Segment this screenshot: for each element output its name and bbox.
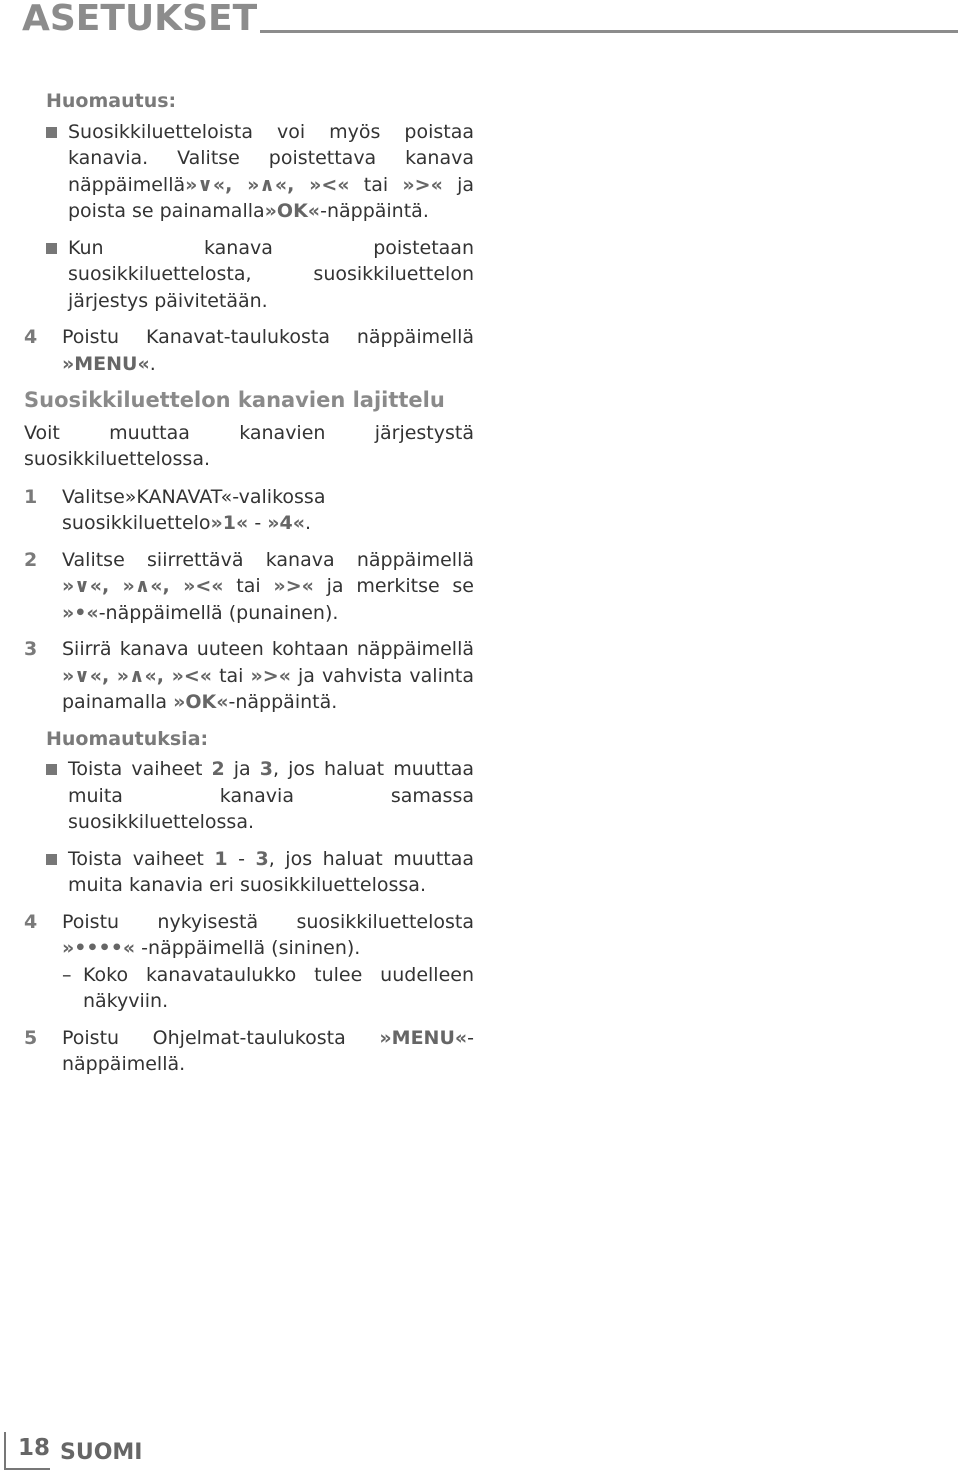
- key-blue-dots: »••••«: [62, 937, 136, 959]
- note-bullet-delete: Suosikkiluetteloista voi myös poistaa kanavia. Valitse poistettava kanava näppäimellä»∨«, »∧«, »<« tai »>« ja poista se painamalla»OK«-näppäintä.: [24, 119, 474, 225]
- note-title: Huomautus:: [46, 90, 177, 112]
- notes-title: Huomautuksia:: [46, 727, 209, 750]
- key-down: »∨«,: [185, 173, 248, 196]
- key-menu: »MENU«: [379, 1026, 468, 1049]
- step-5: 5 Poistu Ohjelmat-taulukosta »MENU«-näppäimellä.: [24, 1026, 475, 1075]
- step-number: 4: [24, 326, 38, 348]
- step-2: 2 Valitse siirrettävä kanava näppäimellä »∨«, »∧«, »<« tai »>« ja merkitse se »•«-näppäimellä (punainen).: [24, 548, 474, 624]
- step-3: 3 Siirrä kanava uuteen kohtaan näppäimellä »∨«, »∧«, »<« tai »>« ja vahvista valinta painamalla »OK«-näppäintä.: [24, 638, 474, 713]
- header-title: ASETUKSET: [22, 0, 258, 39]
- footer-language: SUOMI: [60, 1440, 143, 1465]
- key-ok: »OK«: [173, 691, 229, 713]
- key-red-dot: »•«: [62, 601, 99, 624]
- main-content: [24, 88, 474, 1088]
- key-up: »∧«,: [122, 575, 184, 597]
- page-number: 18: [18, 1435, 51, 1461]
- section-intro: Voit muuttaa kanavien järjestystä suosikkiluettelossa.: [24, 421, 474, 470]
- dash-marker: –: [62, 963, 72, 986]
- key-left: »<«: [183, 575, 224, 597]
- key-1: »1«: [210, 512, 249, 534]
- step-number: 3: [24, 638, 38, 660]
- step-number: 1: [24, 485, 38, 508]
- key-left: »<«: [171, 664, 213, 687]
- header-rule: [260, 30, 958, 33]
- key-up: »∧«,: [247, 173, 310, 196]
- key-right: »>«: [273, 575, 314, 597]
- section-heading: Suosikkiluettelon kanavien lajittelu: [24, 388, 445, 412]
- key-4: »4«: [267, 512, 306, 534]
- page-header: [22, 0, 958, 44]
- key-up: »∧«,: [116, 664, 172, 687]
- bullet-square-icon: [46, 764, 57, 775]
- key-right: »>«: [402, 173, 443, 196]
- step-1: 1 Valitse»KANAVAT«-valikossa suosikkiluettelo»1« - »4«.: [24, 485, 326, 534]
- step-result: – Koko kanavataulukko tulee uudelleen näkyviin.: [62, 963, 474, 1012]
- page-number-box: [4, 1432, 50, 1470]
- step-4-exit-channels: 4 Poistu Kanavat-taulukosta näppäimellä »MENU«.: [24, 326, 474, 375]
- notes-bullet-other-list: Toista vaiheet 1 - 3, jos haluat muuttaa muita kanavia eri suosikkiluettelossa.: [24, 846, 474, 899]
- key-menu: »MENU«: [62, 352, 150, 375]
- note-bullet-update: Kun kanava poistetaan suosikkiluettelosta, suosikkiluettelon järjestys päivitetään.: [24, 235, 474, 315]
- step-4-exit-favourites: 4 Poistu nykyisestä suosikkiluettelosta »••••« -näppäimellä (sininen). – Koko kanavataulukko tulee uudelleen näkyviin.: [24, 909, 474, 1015]
- bullet-square-icon: [46, 854, 57, 865]
- step-number: 4: [24, 910, 38, 933]
- step-number: 5: [24, 1026, 38, 1049]
- key-down: »∨«,: [62, 575, 123, 597]
- notes-bullet-same-list: Toista vaiheet 2 ja 3, jos haluat muuttaa muita kanavia samassa suosikkiluettelossa.: [24, 756, 474, 836]
- bullet-square-icon: [46, 127, 57, 138]
- key-right: »>«: [250, 664, 291, 687]
- key-down: »∨«,: [62, 664, 117, 687]
- bullet-square-icon: [46, 243, 57, 254]
- step-number: 2: [24, 548, 38, 571]
- key-ok: »OK«: [264, 200, 321, 222]
- page-footer: [0, 1432, 300, 1476]
- key-left: »<«: [309, 173, 350, 196]
